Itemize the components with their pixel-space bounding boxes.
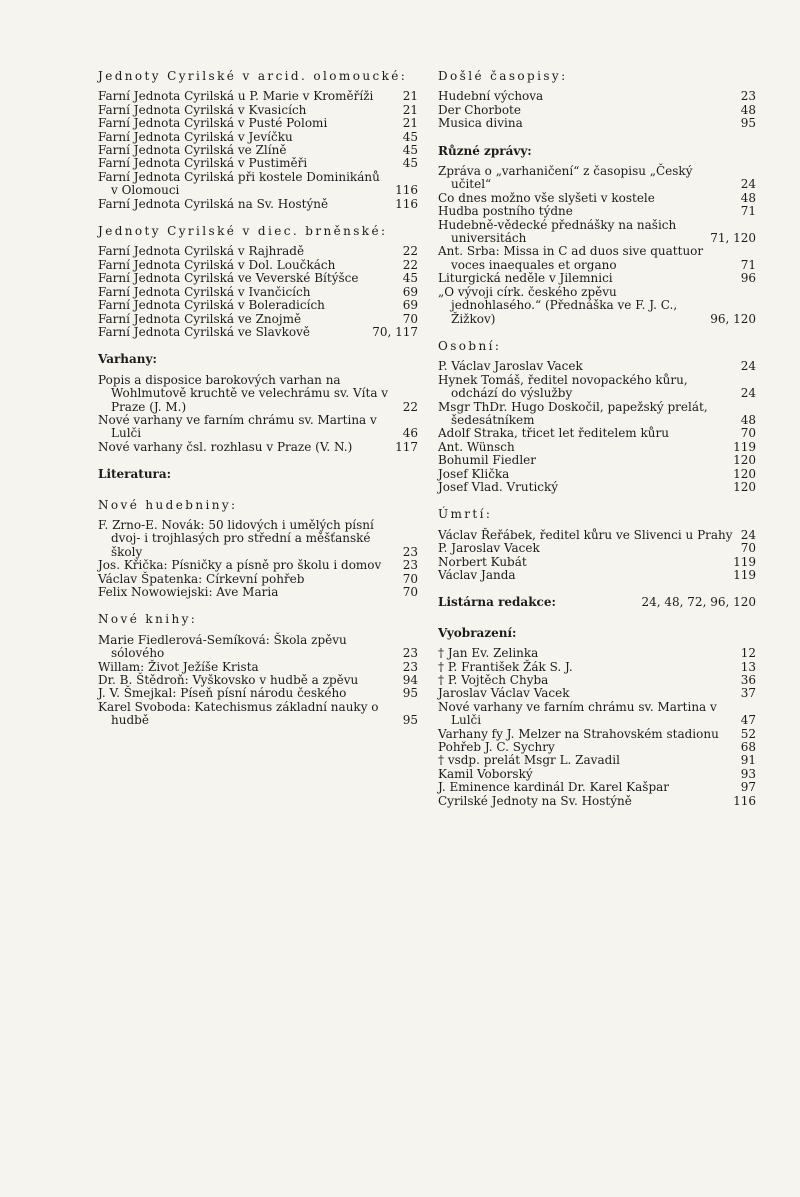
entry-title: Farní Jednota Cyrilská při kostele Dominikánů v Olomouci	[98, 169, 380, 198]
entry-page: 116	[395, 183, 418, 198]
index-entry	[438, 687, 756, 700]
index-entry	[98, 687, 418, 700]
section-dosle-casopisy	[438, 70, 756, 131]
entry-title: Varhany fy J. Melzer na Strahovském stadionu	[438, 726, 719, 741]
entry-title: Karel Svoboda: Katechismus základní nauky o hudbě	[98, 699, 379, 728]
entry-title: Farní Jednota Cyrilská ve Zlíně	[98, 143, 287, 158]
entry-title: „O vývoji círk. českého zpěvu jednohlasého.“ (Přednáška ve F. J. C., Žižkov)	[438, 284, 678, 326]
index-entry	[98, 441, 418, 454]
section-heading: Osobní:	[438, 338, 502, 353]
entry-page: 91	[740, 753, 756, 768]
entry-page: 94	[402, 673, 418, 688]
index-entry	[438, 795, 756, 808]
entry-page: 119	[733, 439, 756, 454]
entry-page: 37	[740, 686, 756, 701]
entry-page: 70	[740, 541, 756, 556]
index-entry	[98, 90, 418, 103]
index-entry	[438, 529, 756, 542]
index-entry	[98, 198, 418, 211]
entry-title: Josef Klička	[438, 466, 510, 481]
index-entry	[98, 272, 418, 285]
entry-page: 71	[740, 204, 756, 219]
entry-title: † vsdp. prelát Msgr L. Zavadil	[438, 753, 620, 768]
entry-page: 22	[402, 244, 418, 259]
index-entry	[438, 542, 756, 555]
entry-title: Hudebně-vědecké přednášky na našich universitách	[438, 217, 677, 246]
entry-title: Farní Jednota Cyrilská v Jevíčku	[98, 129, 293, 144]
entry-page: 21	[402, 116, 418, 131]
entry-title: Dr. B. Štědroň: Vyškovsko v hudbě a zpěvu	[98, 673, 359, 688]
entry-title: J. Eminence kardinál Dr. Karel Kašpar	[438, 780, 670, 795]
entry-title: Josef Vlad. Vrutický	[438, 479, 559, 494]
section-heading: Jednoty Cyrilské v arcid. olomoucké:	[98, 69, 408, 83]
entry-title: Farní Jednota Cyrilská v Dol. Loučkách	[98, 257, 336, 272]
entry-title: Nové varhany ve farním chrámu sv. Martina v Lulči	[98, 412, 377, 441]
entry-page: 97	[740, 780, 756, 795]
entry-title: Nové varhany čsl. rozhlasu v Praze (V. N.)	[98, 439, 353, 454]
entry-title: Msgr ThDr. Hugo Doskočil, papežský prelát, šedesátníkem	[438, 399, 708, 427]
entry-title: Ant. Srba: Missa in C ad duos sive quattuor voces inaequales et organo	[438, 244, 704, 272]
section-gap	[438, 326, 756, 340]
index-entry	[438, 90, 756, 103]
entry-page: 23	[402, 558, 418, 573]
right-column	[438, 70, 756, 808]
section-gap	[98, 211, 418, 225]
index-entry	[438, 454, 756, 467]
index-entry	[98, 374, 418, 414]
entry-page: 24	[740, 386, 756, 401]
entry-title: P. Václav Jaroslav Vacek	[438, 359, 583, 374]
section-heading	[438, 596, 756, 609]
section-heading: Jednoty Cyrilské v diec. brněnské:	[98, 224, 388, 239]
index-entry	[438, 401, 756, 428]
index-entry	[438, 569, 756, 582]
index-entry	[438, 205, 756, 218]
entry-page: 23	[402, 646, 418, 661]
entry-page: 93	[740, 766, 756, 781]
index-entry	[98, 701, 418, 728]
entry-title: Farní Jednota Cyrilská ve Znojmě	[98, 311, 302, 326]
index-entry	[438, 360, 756, 373]
section-heading: Různé zprávy:	[438, 143, 532, 158]
entry-page: 45	[402, 129, 418, 144]
entry-page: 70	[740, 426, 756, 441]
entry-title: J. V. Šmejkal: Píseň písní národu českého	[98, 686, 347, 701]
entry-page: 48	[740, 102, 756, 117]
section-heading: Nové hudebniny:	[98, 497, 238, 512]
entry-page: 36	[740, 673, 756, 688]
entry-title: † P. František Žák S. J.	[438, 659, 573, 674]
index-entry	[98, 245, 418, 258]
entry-title: Farní Jednota Cyrilská u P. Marie v Kroměříži	[98, 89, 374, 104]
index-entry	[98, 144, 418, 157]
index-entry	[438, 728, 756, 741]
entry-page: 69	[402, 284, 418, 299]
entry-page: 23	[402, 544, 418, 559]
index-entry	[438, 481, 756, 494]
entry-page: 24	[740, 359, 756, 374]
index-entry	[98, 414, 418, 441]
entry-page: 45	[402, 271, 418, 286]
section-jednoty-cyrilske-v-diec-brnenske	[98, 225, 418, 339]
index-entry	[98, 171, 418, 198]
entry-page: 21	[402, 89, 418, 104]
index-entry	[438, 104, 756, 117]
entry-page: 48	[740, 190, 756, 205]
index-entry	[98, 326, 418, 339]
index-entry	[438, 245, 756, 272]
entry-page: 21	[402, 102, 418, 117]
entry-page: 22	[402, 257, 418, 272]
entry-page: 24	[740, 177, 756, 192]
section-heading-text: Listárna redakce:	[438, 595, 556, 610]
entry-page: 119	[733, 554, 756, 569]
section-heading: Literatura:	[98, 467, 172, 482]
entry-title: Farní Jednota Cyrilská ve Veverské Bítýšce	[98, 271, 359, 286]
entry-page: 95	[402, 686, 418, 701]
entry-title: Bohumil Fiedler	[438, 453, 536, 468]
entry-title: P. Jaroslav Vacek	[438, 541, 540, 556]
entry-page: 47	[740, 713, 756, 728]
section-nove-hudebniny	[98, 499, 418, 600]
section-heading: Došlé časopisy:	[438, 69, 568, 83]
entry-page: 70	[402, 571, 418, 586]
entry-page: 24	[740, 527, 756, 542]
entry-page: 46	[402, 426, 418, 441]
index-entry	[98, 586, 418, 599]
entry-title: † Jan Ev. Zelinka	[438, 646, 539, 661]
section-heading: Vyobrazení:	[438, 625, 517, 640]
entry-page: 12	[740, 646, 756, 661]
entry-title: Farní Jednota Cyrilská v Rajhradě	[98, 244, 305, 259]
index-entry	[98, 634, 418, 661]
entry-page: 120	[733, 479, 756, 494]
entry-page: 96	[740, 271, 756, 286]
section-jednoty-cyrilske-v-arcid-olomoucke	[98, 70, 418, 211]
section-gap	[438, 131, 756, 145]
entry-page: 120	[733, 466, 756, 481]
entry-title: Liturgická neděle v Jilemnici	[438, 271, 613, 286]
entry-title: Marie Fiedlerová-Semíková: Škola zpěvu sólového	[98, 632, 347, 661]
entry-title: Ant. Wünsch	[438, 439, 515, 454]
index-entry	[438, 427, 756, 440]
index-entry	[98, 519, 418, 559]
index-entry	[98, 117, 418, 130]
section-listarna-redakce	[438, 596, 756, 609]
entry-title: Popis a disposice barokových varhan na Wohlmutově kruchtě ve velechrámu sv. Víta v Praze (J. M.)	[98, 372, 389, 414]
index-entry	[438, 674, 756, 687]
entry-page: 52	[740, 726, 756, 741]
entry-page: 95	[402, 713, 418, 728]
section-heading: Úmrtí:	[438, 507, 493, 522]
index-entry	[98, 299, 418, 312]
index-entry	[438, 441, 756, 454]
entry-title: Farní Jednota Cyrilská v Pusté Polomi	[98, 116, 328, 131]
entry-page: 119	[733, 568, 756, 582]
section-varhany	[98, 353, 418, 454]
entry-title: Pohřeb J. C. Sychry	[438, 740, 555, 755]
entry-page: 71, 120	[710, 231, 756, 246]
entry-title: Cyrilské Jednoty na Sv. Hostýně	[438, 793, 632, 808]
index-entry	[98, 573, 418, 586]
entry-title: Václav Řeřábek, ředitel kůru ve Slivenci u Prahy	[438, 527, 733, 542]
entry-title: Norbert Kubát	[438, 554, 527, 569]
index-entry	[438, 219, 756, 246]
entry-title: Jaroslav Václav Vacek	[438, 686, 570, 701]
entry-title: Farní Jednota Cyrilská v Pustiměři	[98, 156, 308, 171]
entry-page: 23	[740, 89, 756, 104]
section-gap	[438, 582, 756, 596]
entry-title: Farní Jednota Cyrilská v Ivančicích	[98, 284, 311, 299]
section-vyobrazeni	[438, 627, 756, 808]
entry-page: 45	[402, 156, 418, 171]
section-nove-knihy	[98, 613, 418, 727]
index-entry	[438, 165, 756, 192]
entry-page: 117	[395, 439, 418, 454]
section-gap	[98, 454, 418, 468]
entry-page: 22	[402, 399, 418, 414]
left-column	[98, 70, 418, 728]
index-entry	[438, 556, 756, 569]
entry-page: 70	[402, 585, 418, 599]
entry-title: † P. Vojtěch Chyba	[438, 673, 549, 688]
section-heading: Nové knihy:	[98, 612, 198, 627]
index-entry	[98, 131, 418, 144]
entry-title: Václav Špatenka: Církevní pohřeb	[98, 571, 305, 586]
section-gap	[98, 339, 418, 353]
index-entry	[438, 374, 756, 401]
entry-title: Felix Nowowiejski: Ave Maria	[98, 585, 279, 599]
entry-page: 45	[402, 143, 418, 158]
index-entry	[438, 661, 756, 674]
index-entry	[438, 647, 756, 660]
entry-title: Hudební výchova	[438, 89, 544, 104]
index-entry	[438, 781, 756, 794]
entry-page: 116	[395, 196, 418, 211]
entry-page: 71	[740, 257, 756, 272]
entry-page: 48	[740, 412, 756, 427]
index-entry	[438, 192, 756, 205]
index-entry	[98, 559, 418, 572]
section-umrti	[438, 508, 756, 582]
section-literatura	[98, 468, 418, 481]
entry-page: 116	[733, 793, 756, 808]
index-entry	[98, 286, 418, 299]
index-entry	[438, 468, 756, 481]
index-entry	[438, 701, 756, 728]
entry-title: Farní Jednota Cyrilská ve Slavkově	[98, 324, 310, 339]
index-entry	[438, 286, 756, 326]
entry-page: 68	[740, 740, 756, 755]
index-entry	[98, 259, 418, 272]
entry-title: Jos. Křička: Písničky a písně pro školu i domov	[98, 558, 382, 573]
entry-title: Adolf Straka, třicet let ředitelem kůru	[438, 426, 669, 441]
index-entry	[438, 768, 756, 781]
entry-title: Zpráva o „varhaničení“ z časopisu „Český učitel“	[438, 164, 693, 192]
entry-page: 96, 120	[710, 311, 756, 326]
entry-title: F. Zrno-E. Novák: 50 lidových i umělých písní dvoj- i trojhlasých pro střední a měšťanské školy	[98, 517, 374, 559]
entry-page: 95	[740, 116, 756, 131]
entry-title: Hudba postního týdne	[438, 204, 573, 219]
section-osobni	[438, 340, 756, 494]
section-ruzne-zpravy	[438, 145, 756, 326]
entry-page: 70	[402, 311, 418, 326]
section-heading: Varhany:	[98, 352, 157, 367]
entry-page: 70, 117	[372, 324, 418, 339]
entry-page: 13	[740, 659, 756, 674]
index-entry	[438, 272, 756, 285]
entry-title: Willam: Život Ježíše Krista	[98, 659, 259, 674]
section-gap	[98, 599, 418, 613]
entry-title: Farní Jednota Cyrilská v Boleradicích	[98, 298, 325, 313]
index-entry	[438, 741, 756, 754]
index-entry	[98, 313, 418, 326]
entry-page: 23	[402, 659, 418, 674]
entry-title: Nové varhany ve farním chrámu sv. Martina v Lulči	[438, 699, 717, 728]
entry-title: Farní Jednota Cyrilská v Kvasicích	[98, 102, 307, 117]
index-entry	[98, 157, 418, 170]
entry-title: Václav Janda	[438, 568, 516, 582]
section-heading-pages: 24, 48, 72, 96, 120	[641, 595, 756, 610]
entry-title: Musica divina	[438, 116, 523, 131]
entry-title: Co dnes možno vše slyšeti v kostele	[438, 190, 655, 205]
index-entry	[438, 754, 756, 767]
entry-title: Kamil Voborský	[438, 766, 533, 781]
entry-page: 120	[733, 453, 756, 468]
index-entry	[438, 117, 756, 130]
entry-title: Hynek Tomáš, ředitel novopackého kůru, odchází do výslužby	[438, 372, 688, 401]
entry-page: 69	[402, 298, 418, 313]
entry-title: Der Chorbote	[438, 102, 521, 117]
index-entry	[98, 104, 418, 117]
entry-title: Farní Jednota Cyrilská na Sv. Hostýně	[98, 196, 329, 211]
